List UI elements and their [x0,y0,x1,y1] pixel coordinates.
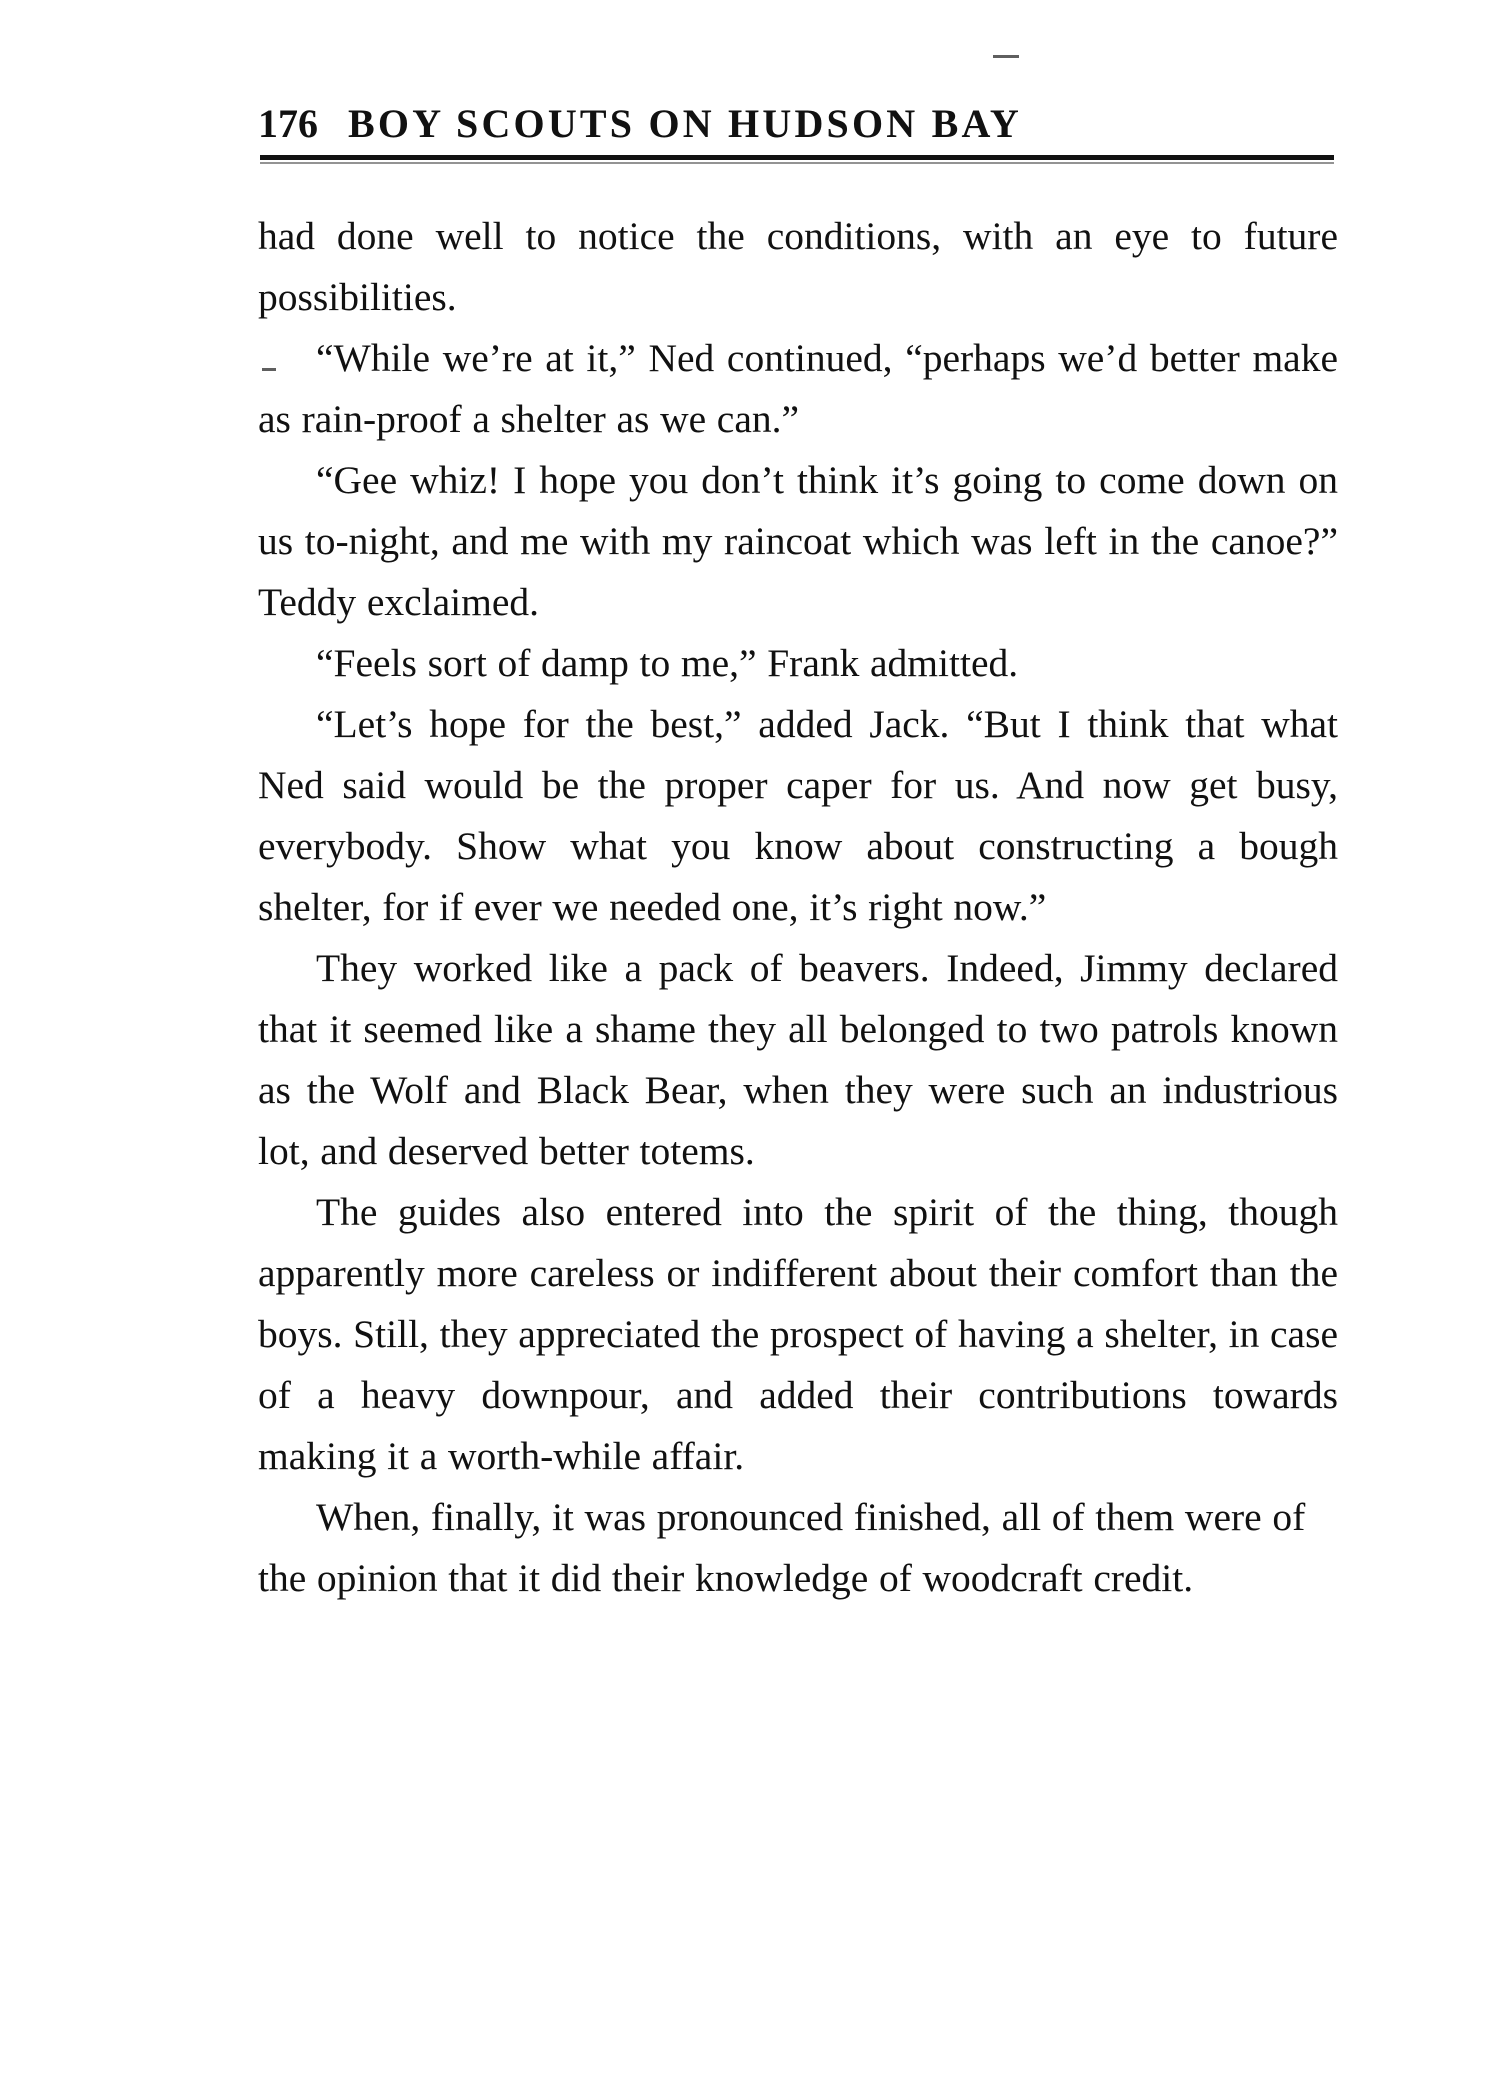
header-rule [260,155,1334,160]
paragraph: “While we’re at it,” Ned continued, “perhaps we’d better make as rain-proof a shelter as we can.” [258,336,1338,441]
paper-speck [262,368,276,371]
paragraph: “Feels sort of damp to me,” Frank admitted. [316,641,1019,685]
paragraph: When, finally, it was pronounced finished, all of them were of the opinion that it did their knowledge of woodcraft credit. [258,1495,1306,1600]
paragraph: The guides also entered into the spirit of the thing, though apparently more careless or indifferent about their comfort than the boys. Still, they appreciated the prospect of having a shelter, in case of a heavy downpour, and added their contributions towards making it a worth-while affair. [258,1190,1338,1478]
page-header [258,100,1338,147]
paragraph: had done well to notice the conditions, with an eye to future possibilities. [258,214,1338,319]
paragraph: They worked like a pack of beavers. Indeed, Jimmy declared that it seemed like a shame they all belonged to two patrols known as the Wolf and Black Bear, when they were such an industrious lot, and deserved better totems. [258,946,1338,1173]
body-text [258,206,1338,1609]
paragraph: “Gee whiz! I hope you don’t think it’s going to come down on us to-night, and me with my raincoat which was left in the canoe?” Teddy exclaimed. [258,458,1338,624]
running-title: BOY SCOUTS ON HUDSON BAY [348,101,1022,146]
paper-speck [993,55,1019,58]
page-number: 176 [258,101,318,146]
paragraph: “Let’s hope for the best,” added Jack. “But I think that what Ned said would be the proper caper for us. And now get busy, everybody. Show what you know about constructing a bough shelter, for if ever we needed one, it’s right now.” [258,702,1338,929]
header-rule-secondary [260,162,1334,164]
page-content [258,100,1338,1609]
